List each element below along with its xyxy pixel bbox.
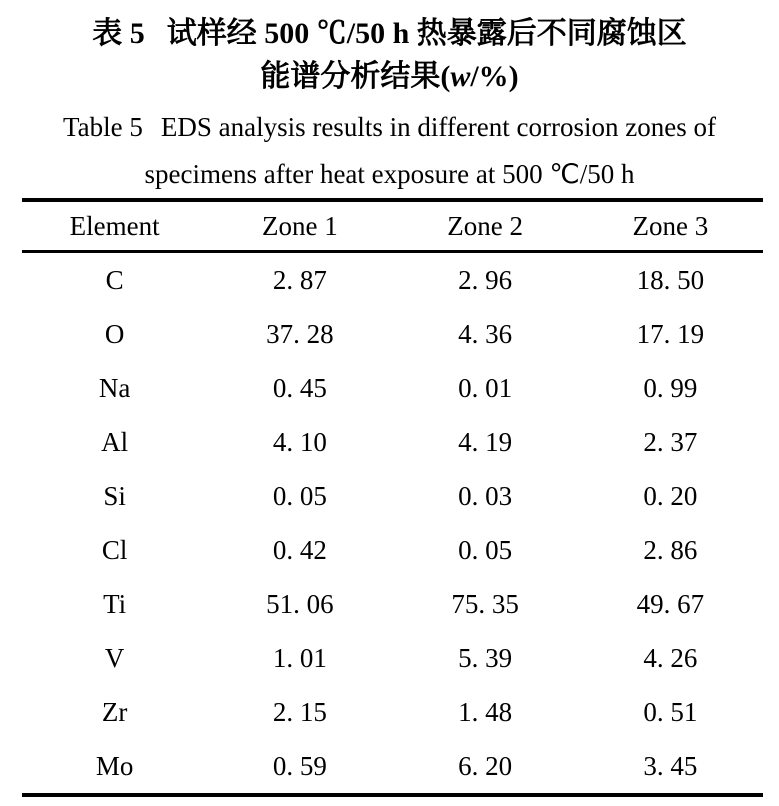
element-symbol: Zr xyxy=(101,696,128,727)
value-cell: 0. 99 xyxy=(643,372,698,403)
value-cell: 75. 35 xyxy=(451,588,519,619)
value-cell: 0. 05 xyxy=(458,534,513,565)
value-cell: 4. 10 xyxy=(272,426,327,457)
value-cell: 4. 19 xyxy=(458,426,513,457)
value-cell: 1. 48 xyxy=(458,696,513,727)
table-caption-zh-line2-prefix: 能谱分析结果( xyxy=(260,60,451,93)
table-header-row xyxy=(22,200,763,252)
table-number-en: Table 5 xyxy=(63,112,143,142)
column-header-element: Element xyxy=(22,200,207,252)
table-row-na xyxy=(22,361,763,415)
value-cell: 0. 05 xyxy=(272,480,327,511)
table-caption-en-line2: specimens after heat exposure at 500 ℃/50 h xyxy=(144,159,635,189)
table-number-zh: 表 5 xyxy=(92,17,145,50)
column-header-zone-2: Zone 2 xyxy=(393,200,578,252)
table-caption-zh-line2-suffix: /%) xyxy=(470,60,519,93)
value-cell: 0. 01 xyxy=(458,372,513,403)
table-row-cl xyxy=(22,523,763,577)
value-cell: 2. 37 xyxy=(643,426,698,457)
table-caption-zh-line2 xyxy=(0,55,779,98)
value-cell: 2. 87 xyxy=(272,264,327,295)
value-cell: 0. 20 xyxy=(643,480,698,511)
value-cell: 1. 01 xyxy=(272,642,327,673)
value-cell: 17. 19 xyxy=(636,318,705,349)
value-cell: 0. 42 xyxy=(272,534,327,565)
element-symbol: Ti xyxy=(103,588,127,619)
value-cell: 51. 06 xyxy=(266,588,334,619)
value-cell: 3. 45 xyxy=(643,750,698,781)
element-symbol: C xyxy=(105,264,124,295)
table-caption-zh-line1 xyxy=(0,12,779,55)
element-symbol: V xyxy=(104,642,125,673)
value-cell: 5. 39 xyxy=(458,642,513,673)
table-caption-en xyxy=(0,104,779,198)
table-row-c xyxy=(22,252,763,308)
table-row-v xyxy=(22,631,763,685)
value-cell: 4. 36 xyxy=(458,318,513,349)
value-cell: 18. 50 xyxy=(636,264,705,295)
value-cell: 0. 45 xyxy=(272,372,327,403)
element-symbol: Mo xyxy=(95,750,134,781)
element-symbol: Cl xyxy=(101,534,128,565)
value-cell: 2. 86 xyxy=(643,534,698,565)
value-cell: 2. 96 xyxy=(458,264,513,295)
element-symbol: Al xyxy=(101,426,129,457)
column-header-zone-1: Zone 1 xyxy=(207,200,392,252)
value-cell: 49. 67 xyxy=(636,588,705,619)
table-caption-en-text: EDS analysis results in different corrosion zones of xyxy=(160,112,716,142)
table-row-ti xyxy=(22,577,763,631)
mass-fraction-symbol: w xyxy=(450,60,471,93)
element-symbol: Si xyxy=(103,480,126,511)
value-cell: 4. 26 xyxy=(643,642,698,673)
value-cell: 0. 59 xyxy=(272,750,327,781)
column-header-zone-3: Zone 3 xyxy=(578,200,763,252)
value-cell: 37. 28 xyxy=(266,318,334,349)
table-row-si xyxy=(22,469,763,523)
table-caption-en-line1 xyxy=(0,104,779,151)
value-cell: 0. 03 xyxy=(458,480,513,511)
element-symbol: Na xyxy=(98,372,131,403)
table-row-o xyxy=(22,307,763,361)
value-cell: 0. 51 xyxy=(643,696,698,727)
eds-data-table xyxy=(22,198,763,797)
table-row-al xyxy=(22,415,763,469)
table-caption-zh xyxy=(0,0,779,98)
element-symbol: O xyxy=(104,318,125,349)
table-body xyxy=(22,252,763,796)
table-caption-zh-text: 试样经 500 ℃/50 h 热暴露后不同腐蚀区 xyxy=(166,17,687,50)
table-row-mo xyxy=(22,739,763,795)
value-cell: 6. 20 xyxy=(458,750,513,781)
value-cell: 2. 15 xyxy=(272,696,327,727)
table-row-zr xyxy=(22,685,763,739)
